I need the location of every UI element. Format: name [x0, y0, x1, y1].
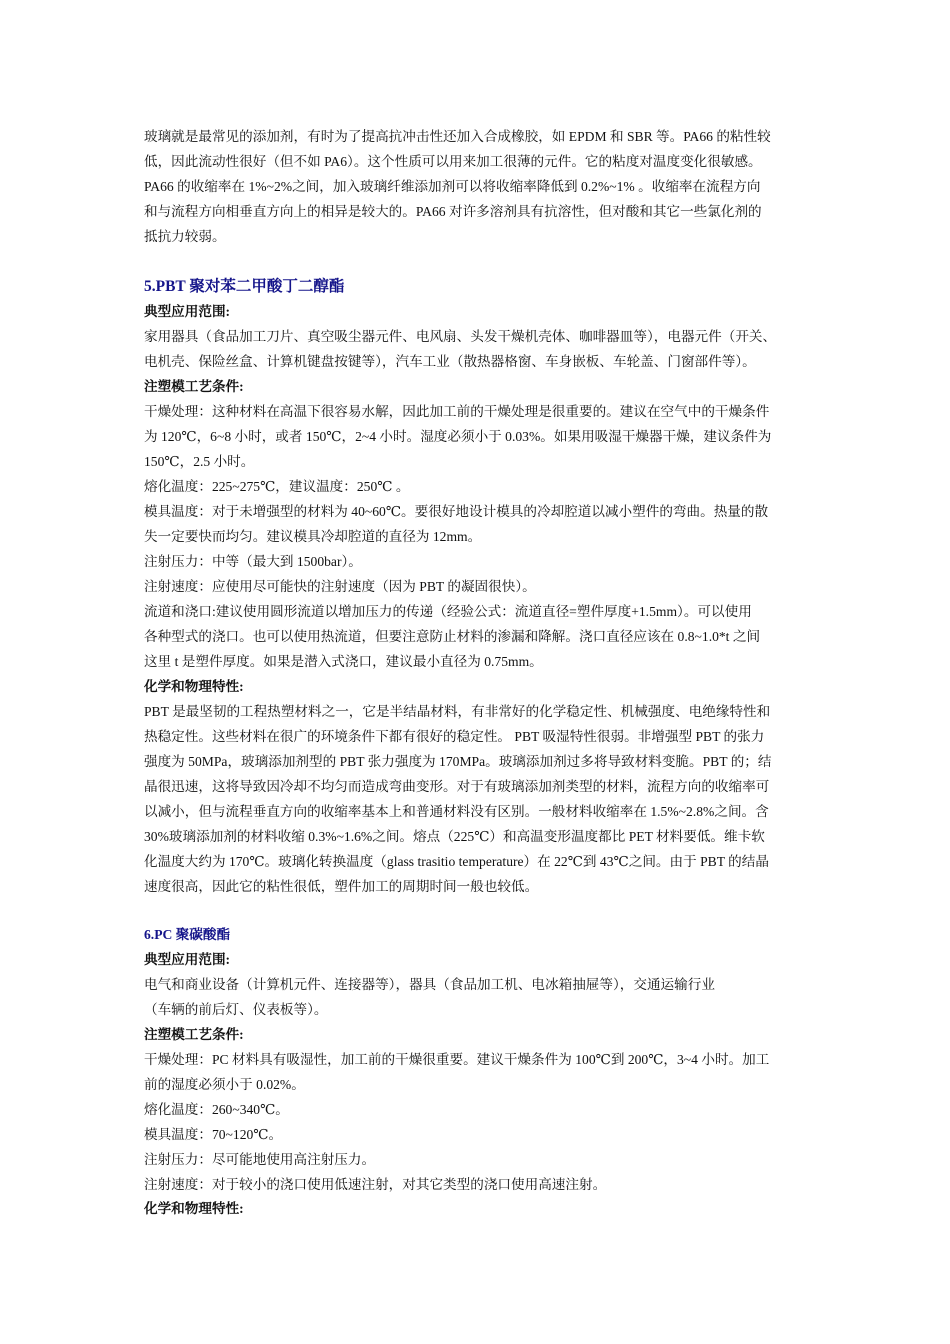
- text-line: 化温度大约为 170℃。玻璃化转换温度（glass trasitio temperature）在 22℃到 43℃之间。由于 PBT 的结晶: [144, 854, 769, 869]
- text-line: 流道和浇口:建议使用圆形流道以增加压力的传递（经验公式：流道直径=塑件厚度+1.5mm）。可以使用: [144, 604, 752, 619]
- text-line: 为 120℃，6~8 小时，或者 150℃，2~4 小时。湿度必须小于 0.03%。如果用吸湿干燥器干燥，建议条件为: [144, 429, 772, 444]
- text-line: 注射压力：尽可能地使用高注射压力。: [144, 1152, 376, 1167]
- text-line: 低，因此流动性很好（但不如 PA6）。这个性质可以用来加工很薄的元件。它的粘度对温度变化很敏感。: [144, 154, 762, 169]
- process-label: 注塑模工艺条件:: [144, 379, 244, 394]
- apps-label: 典型应用范围:: [144, 952, 231, 967]
- text-line: 各种型式的浇口。也可以使用热流道，但要注意防止材料的渗漏和降解。浇口直径应该在 0.8~1.0*t 之间: [144, 629, 761, 644]
- process-label: 注塑模工艺条件:: [144, 1027, 244, 1042]
- text-line: 电气和商业设备（计算机元件、连接器等），器具（食品加工机、电冰箱抽屉等），交通运输行业: [144, 977, 715, 992]
- text-line: 注射速度：应使用尽可能快的注射速度（因为 PBT 的凝固很快）。: [144, 579, 536, 594]
- text-line: 失一定要快而均匀。建议模具冷却腔道的直径为 12mm。: [144, 529, 482, 544]
- text-line: 玻璃就是最常见的添加剂，有时为了提高抗冲击性还加入合成橡胶，如 EPDM 和 SBR 等。PA66 的粘性较: [144, 129, 771, 144]
- text-line: 干燥处理：这种材料在高温下很容易水解，因此加工前的干燥处理是很重要的。建议在空气中的干燥条件: [144, 404, 770, 419]
- section-heading-pc: 6.PC 聚碳酸酯: [144, 927, 231, 942]
- text-line: 干燥处理：PC 材料具有吸湿性，加工前的干燥很重要。建议干燥条件为 100℃到 200℃，3~4 小时。加工: [144, 1052, 770, 1067]
- text-line: 强度为 50MPa，玻璃添加剂型的 PBT 张力强度为 170MPa。玻璃添加剂过多将导致材料变脆。PBT 的；结: [144, 754, 772, 769]
- text-line: 电机壳、保险丝盒、计算机键盘按键等），汽车工业（散热器格窗、车身嵌板、车轮盖、门窗部件等）。: [144, 354, 756, 369]
- text-line: 注射速度：对于较小的浇口使用低速注射，对其它类型的浇口使用高速注射。: [144, 1177, 607, 1192]
- text-line: 热稳定性。这些材料在很广的环境条件下都有很好的稳定性。 PBT 吸湿特性很弱。非增强型 PBT 的张力: [144, 729, 765, 744]
- text-line: 抵抗力较弱。: [144, 229, 226, 244]
- text-line: 30%玻璃添加剂的材料收缩 0.3%~1.6%之间。熔点（225℃）和高温变形温度都比 PET 材料要低。维卡软: [144, 829, 765, 844]
- text-line: 前的湿度必须小于 0.02%。: [144, 1077, 305, 1092]
- text-line: 和与流程方向相垂直方向上的相异是较大的。PA66 对许多溶剂具有抗溶性，但对酸和其它一些氯化剂的: [144, 204, 762, 219]
- text-line: 熔化温度：225~275℃，建议温度：250℃ 。: [144, 479, 410, 494]
- text-line: PA66 的收缩率在 1%~2%之间，加入玻璃纤维添加剂可以将收缩率降低到 0.2%~1% 。收缩率在流程方向: [144, 179, 761, 194]
- props-label: 化学和物理特性:: [144, 679, 244, 694]
- text-line: PBT 是最坚韧的工程热塑材料之一，它是半结晶材料，有非常好的化学稳定性、机械强度、电绝缘特性和: [144, 704, 771, 719]
- text-line: 晶很迅速，这将导致因冷却不均匀而造成弯曲变形。对于有玻璃添加剂类型的材料，流程方向的收缩率可: [144, 779, 770, 794]
- text-line: 注射压力：中等（最大到 1500bar）。: [144, 554, 362, 569]
- text-line: 150℃，2.5 小时。: [144, 454, 255, 469]
- apps-label: 典型应用范围:: [144, 304, 231, 319]
- text-line: 家用器具（食品加工刀片、真空吸尘器元件、电风扇、头发干燥机壳体、咖啡器皿等），电器元件（开关、: [144, 329, 777, 344]
- text-line: （车辆的前后灯、仪表板等）。: [144, 1002, 328, 1017]
- text-line: 以减小，但与流程垂直方向的收缩率基本上和普通材料没有区别。一般材料收缩率在 1.5%~2.8%之间。含: [144, 804, 769, 819]
- props-label: 化学和物理特性:: [144, 1201, 244, 1216]
- text-line: 速度很高，因此它的粘性很低，塑件加工的周期时间一般也较低。: [144, 879, 539, 894]
- text-line: 模具温度：70~120℃。: [144, 1127, 283, 1142]
- section-heading-pbt: 5.PBT 聚对苯二甲酸丁二醇酯: [144, 278, 345, 295]
- text-line: 这里 t 是塑件厚度。如果是潜入式浇口，建议最小直径为 0.75mm。: [144, 654, 543, 669]
- text-line: 模具温度：对于未增强型的材料为 40~60℃。要很好地设计模具的冷却腔道以减小塑件的弯曲。热量的散: [144, 504, 769, 519]
- text-line: 熔化温度：260~340℃。: [144, 1102, 289, 1117]
